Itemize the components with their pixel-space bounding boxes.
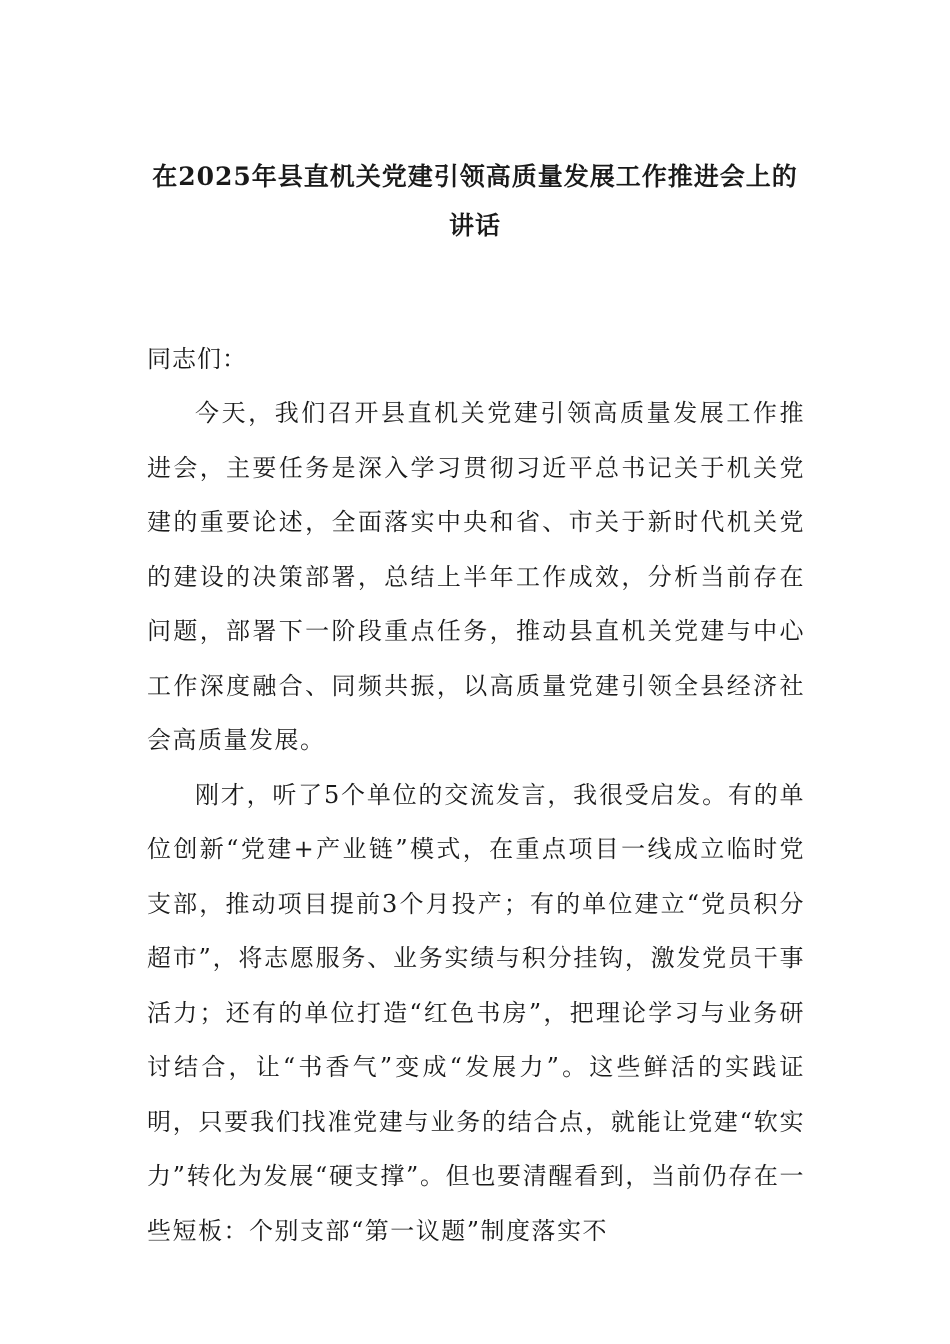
paragraph-opening: 今天，我们召开县直机关党建引领高质量发展工作推进会，主要任务是深入学习贯彻习近平总书记关于机关党建的重要论述，全面落实中央和省、市关于新时代机关党的建设的决策部署，总结上半年工作成效，分析当前存在问题，部署下一阶段重点任务，推动县直机关党建与中心工作深度融合、同频共振，以高质量党建引领全县经济社会高质量发展。 xyxy=(147,399,805,754)
document-body xyxy=(147,332,805,1258)
salutation: 同志们： xyxy=(147,345,247,373)
paragraph-exchange-review: 刚才，听了5个单位的交流发言，我很受启发。有的单位创新“党建+产业链”模式，在重点项目一线成立临时党支部，推动项目提前3个月投产；有的单位建立“党员积分超市”，将志愿服务、业务实绩与积分挂钩，激发党员干事活力；还有的单位打造“红色书房”，把理论学习与业务研讨结合，让“书香气”变成“发展力”。这些鲜活的实践证明，只要我们找准党建与业务的结合点，就能让党建“软实力”转化为发展“硬支撑”。但也要清醒看到，当前仍存在一些短板：个别支部“第一议题”制度落实不 xyxy=(147,780,805,1245)
document-title: 在2025年县直机关党建引领高质量发展工作推进会上的讲话 xyxy=(152,162,798,240)
